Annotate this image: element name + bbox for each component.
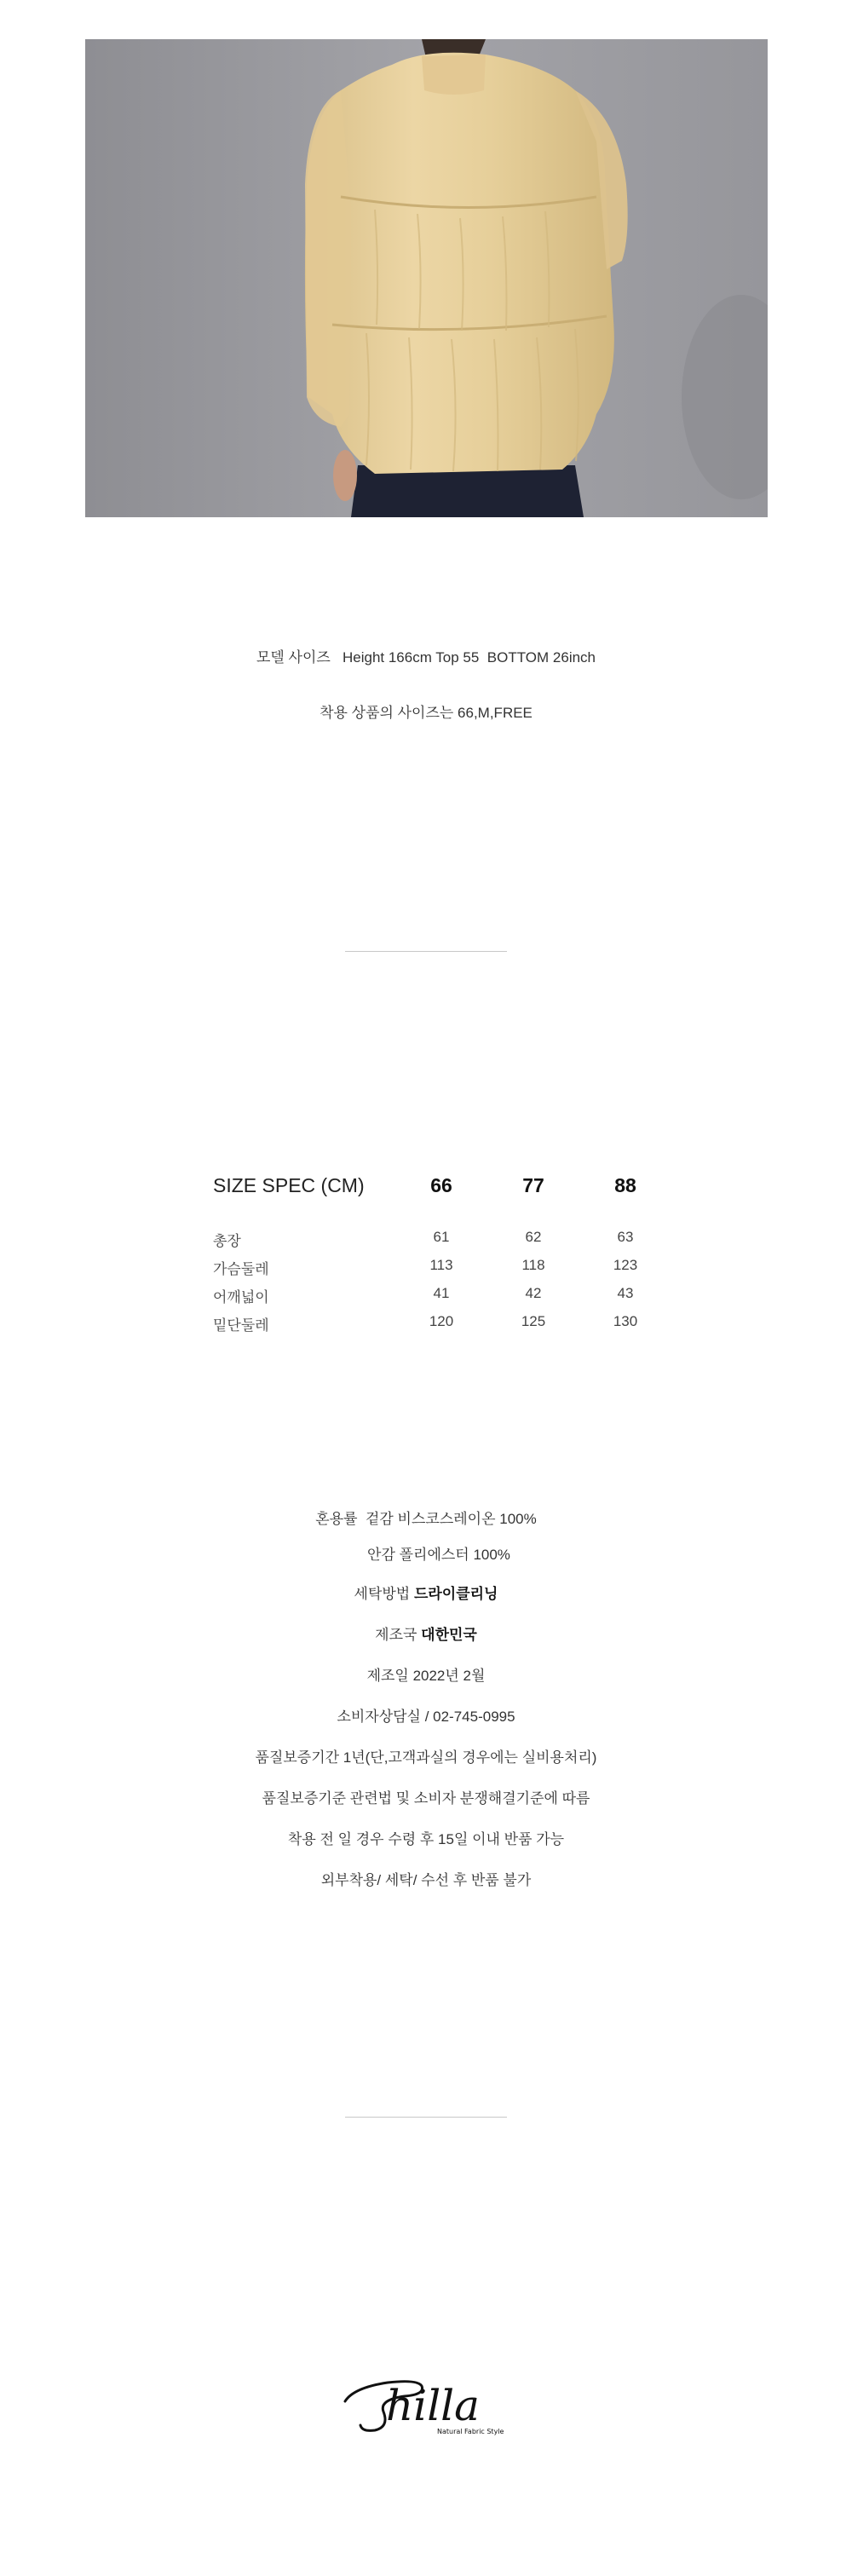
- size-spec-table: [213, 1174, 648, 1341]
- product-photo-back-view: [85, 39, 768, 517]
- country-of-origin: [0, 1622, 852, 1644]
- warranty-standard: 품질보증기준 관련법 및 소비자 분쟁해결기준에 따름: [262, 1790, 590, 1807]
- svg-text:Natural Fabric Style: Natural Fabric Style: [437, 2428, 504, 2435]
- spec-value: 123: [613, 1257, 638, 1273]
- section-divider: [345, 2117, 507, 2118]
- manufacture-date: 제조일 2022년 2월: [366, 1668, 486, 1684]
- wash-method: [0, 1582, 852, 1603]
- size-spec-title: SIZE SPEC (CM): [213, 1174, 365, 1196]
- spec-row-chest: [213, 1257, 648, 1285]
- section-divider: [345, 951, 507, 952]
- spec-value: 120: [429, 1313, 454, 1329]
- spec-value: 61: [433, 1229, 450, 1245]
- lining-composition: 안감 폴리에스터 100%: [367, 1547, 510, 1563]
- shilla-logo: [337, 2352, 520, 2437]
- warranty-period: 품질보증기간 1년(단,고객과실의 경우에는 실비용처리): [255, 1749, 597, 1766]
- worn-size-text: 착용 상품의 사이즈는 66,M,FREE: [320, 705, 532, 721]
- spec-value: 125: [521, 1313, 546, 1329]
- spec-row-label: 어깨넓이: [213, 1289, 269, 1305]
- spec-row-length: [213, 1229, 648, 1257]
- wash-method-value: 드라이클리닝: [413, 1586, 498, 1602]
- spec-row-label: 밑단둘레: [213, 1317, 269, 1334]
- size-spec-header: [213, 1174, 648, 1208]
- model-size-text: 모델 사이즈 Height 166cm Top 55 BOTTOM 26inch: [256, 649, 596, 666]
- spec-row-hem: [213, 1313, 648, 1341]
- no-return-notice: 외부착용/ 세탁/ 수선 후 반품 불가: [320, 1872, 532, 1888]
- origin-label: 제조국: [375, 1627, 422, 1643]
- blouse-illustration: [85, 39, 768, 517]
- return-policy: 착용 전 일 경우 수령 후 15일 이내 반품 가능: [287, 1831, 565, 1847]
- wash-method-label: 세탁방법: [354, 1586, 414, 1602]
- shilla-logo-icon: [337, 2352, 520, 2437]
- customer-service: 소비자상담실 / 02-745-0995: [337, 1709, 515, 1725]
- size-col-77: 77: [522, 1174, 544, 1196]
- spec-value: 113: [429, 1257, 453, 1273]
- spec-value: 62: [525, 1229, 542, 1245]
- size-col-66: 66: [430, 1174, 452, 1196]
- size-col-88: 88: [614, 1174, 636, 1196]
- spec-value: 42: [525, 1285, 542, 1301]
- origin-value: 대한민국: [421, 1627, 477, 1643]
- spec-value: 130: [613, 1313, 638, 1329]
- fabric-composition: 혼용률 겉감 비스코스레이온 100%: [315, 1511, 537, 1527]
- spec-value: 63: [617, 1229, 634, 1245]
- spec-value: 43: [617, 1285, 634, 1301]
- spec-value: 41: [433, 1285, 450, 1301]
- spec-row-shoulder: [213, 1285, 648, 1313]
- spec-row-label: 총장: [213, 1233, 241, 1249]
- svg-text:hilla: hilla: [386, 2381, 480, 2430]
- spec-value: 118: [521, 1257, 545, 1273]
- spec-row-label: 가슴둘레: [213, 1261, 269, 1277]
